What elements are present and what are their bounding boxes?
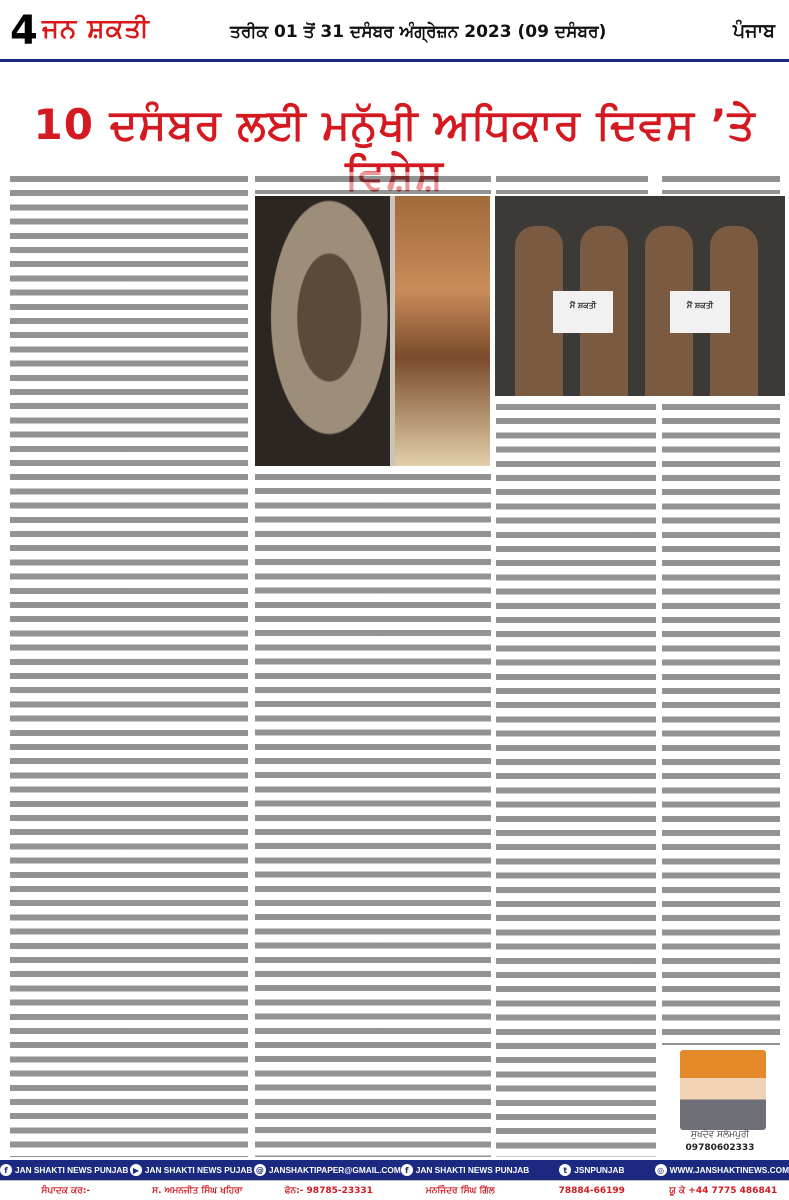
youtube-icon: ▶ xyxy=(130,1164,142,1176)
credit-editor-name: ਸ. ਅਮਨਜੀਤ ਸਿੰਘ ਖਹਿਰਾ xyxy=(152,1185,243,1196)
article-column-3 xyxy=(496,172,648,194)
article-photo-chained xyxy=(255,196,490,466)
sewer-worker-photo xyxy=(395,196,490,466)
brand-logo: ਜਨ ਸ਼ਕਤੀ xyxy=(42,14,150,44)
footer-link-label: JAN SHAKTI NEWS PUJAB xyxy=(144,1165,253,1175)
page-number: 4 xyxy=(10,8,38,54)
footer-link-label: WWW.JANSHAKTINEWS.COM xyxy=(669,1165,789,1175)
footer-link-youtube[interactable] xyxy=(128,1160,253,1180)
email-icon: @ xyxy=(255,1165,264,1175)
facebook-icon: f xyxy=(401,1164,413,1176)
credit-coeditor-phone: 78884-66199 xyxy=(558,1185,625,1196)
footer-links-bar xyxy=(0,1160,789,1180)
article-column-4 xyxy=(662,172,780,194)
article-column-1 xyxy=(10,172,248,1157)
protest-sign: ਮੈਂ ਸ਼ਕਤੀ xyxy=(553,291,613,333)
facebook-icon: f xyxy=(0,1164,12,1176)
credit-uk-phone: ਯੂ ਕੇ +44 7775 486841 xyxy=(669,1185,778,1196)
article-column-4-body xyxy=(662,400,780,1045)
footer-link-label: JAN SHAKTI NEWS PUNJAB xyxy=(15,1165,129,1175)
masthead xyxy=(0,0,789,62)
section-label: ਪੰਜਾਬ xyxy=(733,20,775,42)
article-column-2-top xyxy=(255,172,491,194)
protest-sign: ਮੈਂ ਸ਼ਕਤੀ xyxy=(670,291,730,333)
dateline: ਤਰੀਕ 01 ਤੋਂ 31 ਦਸੰਬਰ ਅੰਗ੍ਰੇਜ਼ਨ 2023 (09 ਦਸੰਬਰ) xyxy=(230,22,607,42)
credit-editor-label: ਸੰਪਾਦਕ ਕਰ:- xyxy=(41,1185,91,1196)
author-name: ਸੁਖਦੇਵ ਸਲੇਮਪੁਰੀ xyxy=(690,1130,750,1140)
author-avatar xyxy=(680,1050,766,1130)
credit-coeditor-name: ਮਨਜਿੰਦਰ ਸਿੰਘ ਗਿੱਲ xyxy=(425,1185,495,1196)
chained-face-illustration xyxy=(255,196,390,466)
article-column-3-body xyxy=(496,400,656,1157)
footer-link-website[interactable] xyxy=(655,1160,789,1180)
footer-link-label: JSNPUNJAB xyxy=(574,1165,625,1175)
footer-link-twitter[interactable] xyxy=(529,1160,654,1180)
article-column-2 xyxy=(255,470,491,1157)
credits-bar xyxy=(0,1180,789,1200)
footer-link-email[interactable] xyxy=(254,1160,401,1180)
article-photo-protest xyxy=(495,196,785,396)
footer-link-facebook[interactable] xyxy=(0,1160,128,1180)
footer-link-facebook-2[interactable] xyxy=(401,1160,529,1180)
headline: 10 ਦਸੰਬਰ ਲਈ ਮਨੁੱਖੀ ਅਧਿਕਾਰ ਦਿਵਸ ’ਤੇ xyxy=(33,100,756,149)
footer-link-label: JANSHAKTIPAPER@GMAIL.COM xyxy=(268,1165,401,1175)
author-phone: 09780602333 xyxy=(685,1143,755,1153)
globe-icon: ◎ xyxy=(655,1164,667,1176)
twitter-icon: t xyxy=(559,1164,571,1176)
credit-phone: ਫੋਨ:- 98785-23331 xyxy=(284,1185,373,1196)
footer-link-label: JAN SHAKTI NEWS PUNJAB xyxy=(415,1165,530,1175)
